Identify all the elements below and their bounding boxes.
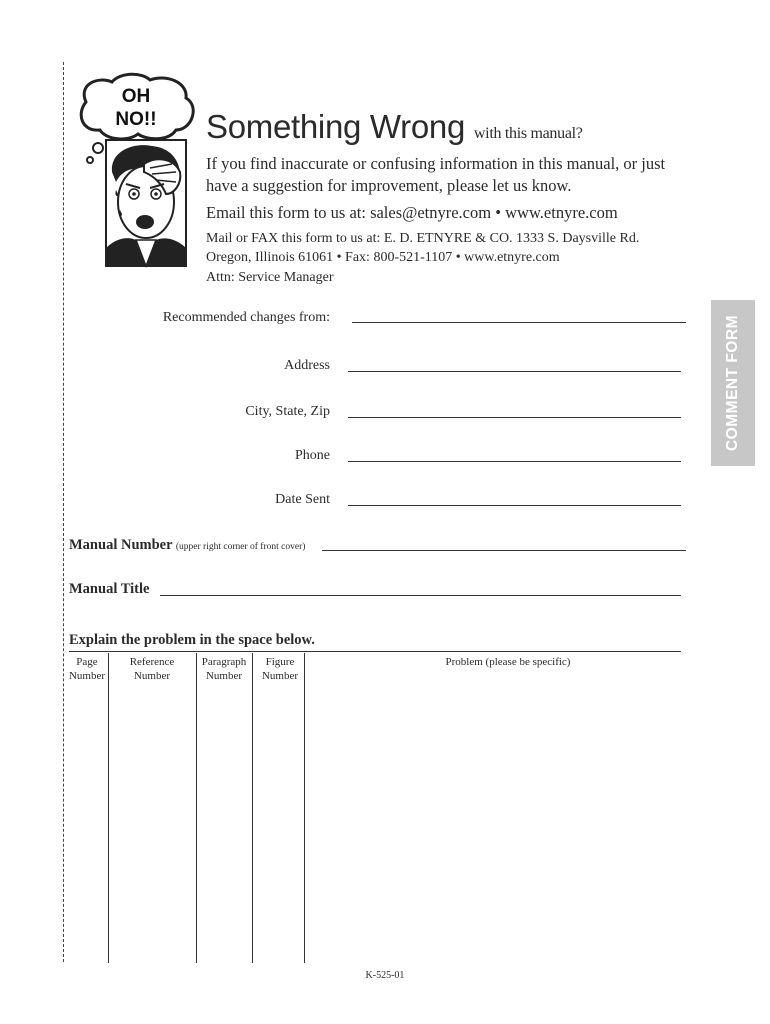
col-problem-line1: Problem (please be specific) (445, 656, 571, 668)
comment-form-tab-label: COMMENT FORM (724, 314, 741, 452)
address-field[interactable] (348, 371, 681, 372)
col-reference-line2: Number (133, 670, 171, 682)
email-line: Email this form to us at: sales@etnyre.com • www.etnyre.com (206, 203, 618, 222)
title-main: Something Wrong (206, 108, 466, 145)
intro-line-1: If you find inaccurate or confusing information in this manual, or just (206, 154, 666, 173)
table-divider-2 (196, 653, 197, 963)
date-sent-label: Date Sent (275, 492, 330, 507)
phone-field[interactable] (348, 461, 681, 462)
col-reference-line1: Reference (129, 656, 175, 668)
table-divider-3 (252, 653, 253, 963)
recommended-field[interactable] (352, 322, 686, 323)
col-page-number (66, 655, 108, 683)
problem-text-area[interactable] (306, 684, 682, 962)
mail-line-1: Mail or FAX this form to us at: E. D. ETNYRE & CO. 1333 S. Daysville Rd. (206, 231, 640, 246)
intro-line-2: have a suggestion for improvement, please let us know. (206, 176, 572, 195)
manual-number-field[interactable] (322, 550, 686, 551)
manual-title-label: Manual Title (69, 581, 150, 597)
col-page-line1: Page (76, 656, 98, 668)
col-figure-number (256, 655, 304, 683)
col-paragraph-number (198, 655, 250, 683)
col-paragraph-line1: Paragraph (201, 656, 247, 668)
city-state-zip-field[interactable] (348, 417, 681, 418)
form-code: K-525-01 (365, 970, 405, 981)
phone-label: Phone (295, 448, 330, 463)
manual-number-text: Manual Number (69, 537, 173, 553)
manual-number-note: (upper right corner of front cover) (175, 542, 306, 552)
col-reference-number (112, 655, 192, 683)
table-top-rule (69, 651, 681, 652)
date-sent-field[interactable] (348, 505, 681, 506)
speech-text: OH (121, 86, 151, 107)
col-page-line2: Number (68, 670, 106, 682)
manual-number-label (69, 537, 305, 554)
attn-line: Attn: Service Manager (206, 270, 334, 285)
manual-title-field[interactable] (160, 595, 681, 596)
col-problem (310, 655, 706, 669)
recommended-label: Recommended changes from: (162, 310, 330, 325)
col-paragraph-line2: Number (205, 670, 243, 682)
mail-line-2: Oregon, Illinois 61061 • Fax: 800-521-1107 • www.etnyre.com (206, 250, 560, 265)
title-subtitle: with this manual? (473, 125, 583, 142)
cut-line (63, 62, 64, 962)
table-divider-1 (108, 653, 109, 963)
table-divider-4 (304, 653, 305, 963)
page-title (206, 108, 583, 146)
worried-man-illustration (76, 72, 200, 272)
address-label: Address (284, 358, 330, 373)
svg-text:NO!!: NO!! (115, 109, 157, 130)
explain-heading: Explain the problem in the space below. (69, 632, 315, 648)
col-figure-line1: Figure (265, 656, 295, 668)
city-label: City, State, Zip (245, 404, 330, 419)
col-figure-line2: Number (261, 670, 299, 682)
